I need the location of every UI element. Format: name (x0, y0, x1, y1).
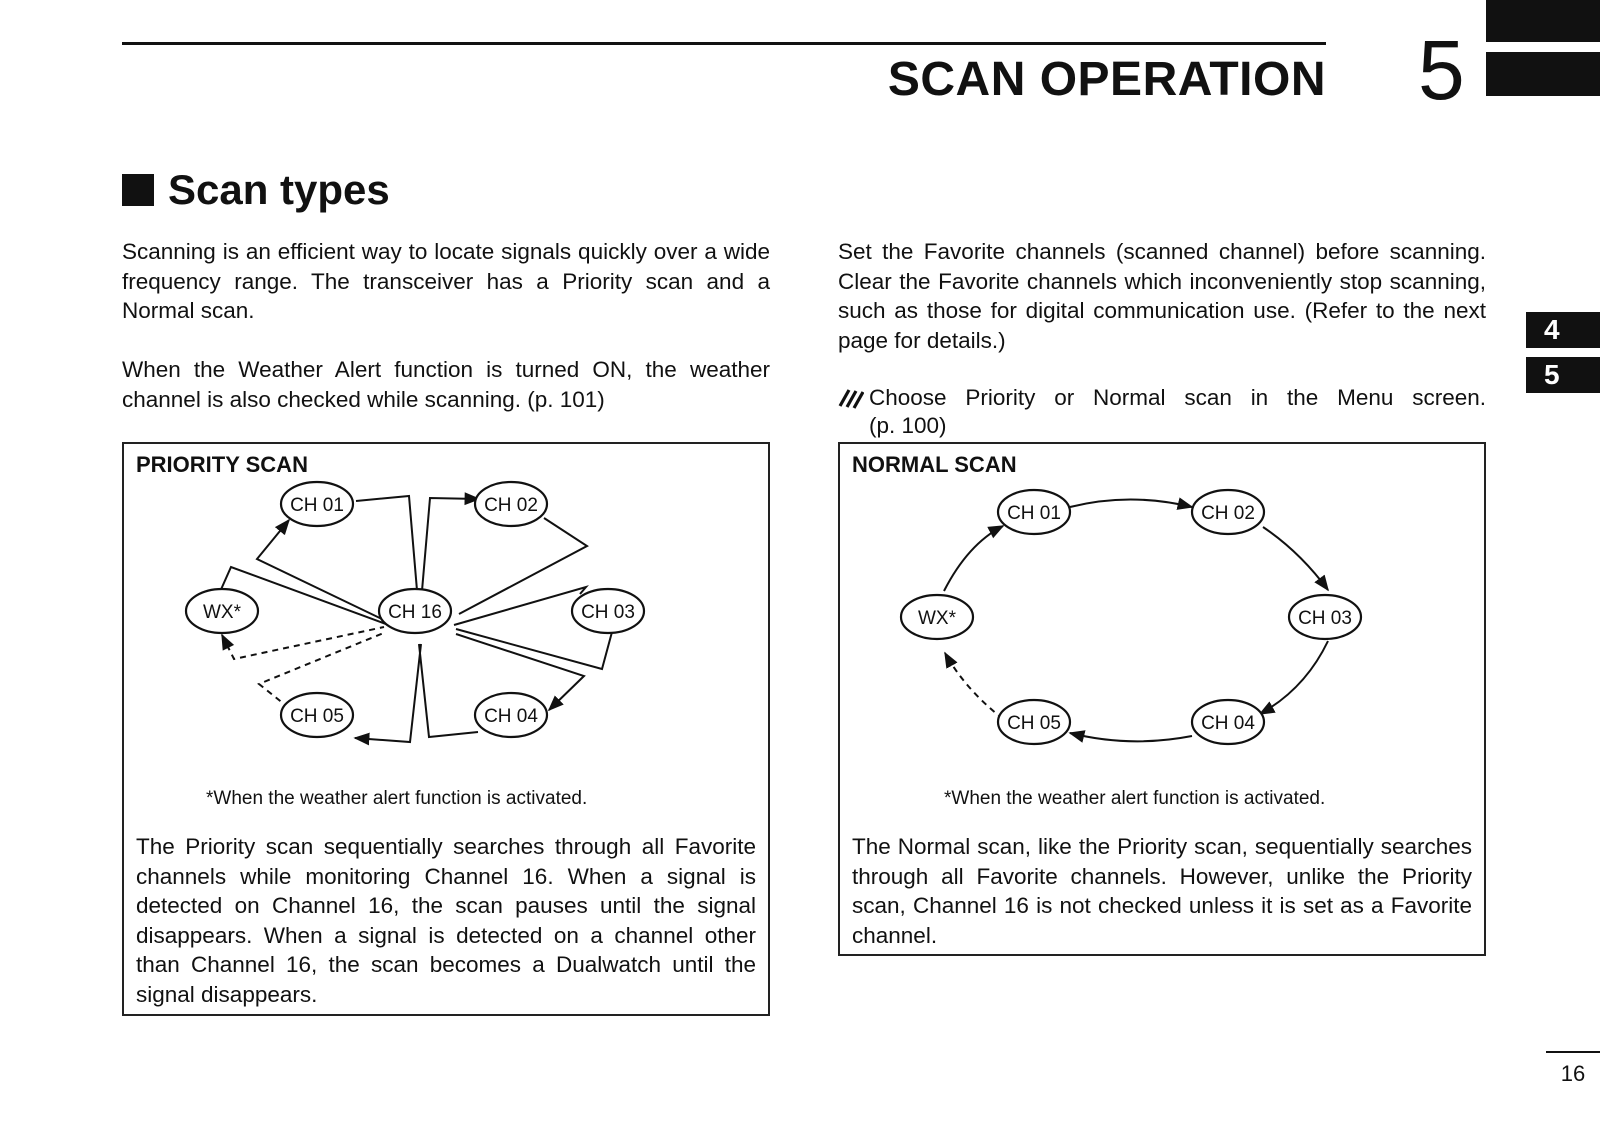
edge-bar-top (1486, 0, 1600, 42)
normal-footnote: *When the weather alert function is activated. (944, 788, 1326, 809)
node-ch01-label: CH 01 (290, 495, 344, 516)
normal-node-ch05-label: CH 05 (1007, 713, 1061, 734)
arrow-ch05-to-wx (945, 653, 1003, 719)
arrow-ch04-to-ch05 (1070, 733, 1192, 741)
normal-scan-diagram (840, 474, 1484, 784)
chapter-title: SCAN OPERATION (887, 53, 1326, 106)
normal-description: The Normal scan, like the Priority scan, sequentially searches through all Favorite channels. However, unlike the Priority scan, Channel 16 is not checked unless it is set as a Favorite channel. (852, 834, 1472, 948)
node-wx-label: WX* (203, 602, 241, 623)
normal-node-ch04-label: CH 04 (1201, 713, 1255, 734)
priority-scan-box (122, 442, 770, 1016)
page-number: 16 (1560, 1061, 1586, 1086)
favorite-channels-paragraph: Set the Favorite channels (scanned channel) before scanning. Clear the Favorite channels which inconveniently stop scanning, such as those for digital communication use. (Refer to the next page for details.) (838, 239, 1486, 353)
normal-node-ch02-label: CH 02 (1201, 503, 1255, 524)
node-ch03-label: CH 03 (581, 602, 635, 623)
node-ch16-label: CH 16 (388, 602, 442, 623)
arrow-ch01-to-ch02 (1070, 500, 1192, 508)
arrow-ch04-to-ch16 (419, 644, 478, 737)
arrow-ch03-to-ch04 (1260, 641, 1328, 714)
side-tab-5[interactable]: 5 (1526, 357, 1600, 393)
node-ch04-label: CH 04 (484, 706, 538, 727)
priority-description: The Priority scan sequentially searches through all Favorite channels while monitoring Channel 16. When a signal is detected on Channel 16, the scan pauses until the signal disappears. When a signal is detected on a channel other than Channel 16, the scan becomes a Dualwatch until the signal disappears. (136, 834, 756, 1007)
footer-rule (1546, 1051, 1600, 1053)
priority-scan-title: PRIORITY SCAN (136, 452, 308, 477)
weather-alert-paragraph: When the Weather Alert function is turned ON, the weather channel is also checked while scanning. (p. 101) (122, 357, 770, 412)
arrow-ch02-to-ch03 (1263, 527, 1328, 590)
normal-node-wx-label: WX* (918, 608, 956, 629)
normal-node-ch03-label: CH 03 (1298, 608, 1352, 629)
priority-scan-diagram (124, 474, 768, 804)
header-rule (122, 42, 1326, 45)
menu-note-line2: (p. 100) (869, 413, 947, 438)
arrow-ch16-to-ch05 (355, 644, 421, 742)
arrow-ch03-to-ch16 (456, 629, 612, 669)
hatch-note-icon (838, 386, 864, 410)
node-ch02-label: CH 02 (484, 495, 538, 516)
edge-bar-middle (1486, 52, 1600, 96)
arrow-wx-to-ch01 (944, 526, 1003, 591)
intro-paragraph: Scanning is an efficient way to locate signals quickly over a wide frequency range. The transceiver has a Priority scan and a Normal scan. (122, 239, 770, 323)
priority-footnote: *When the weather alert function is activated. (206, 788, 588, 809)
square-bullet-icon (122, 174, 154, 206)
normal-scan-title: NORMAL SCAN (852, 452, 1017, 477)
chapter-number: 5 (1418, 23, 1465, 117)
arrow-ch02-to-ch16 (459, 518, 587, 614)
section-heading (122, 166, 390, 214)
arrow-ch16-to-ch01 (257, 520, 386, 621)
normal-node-ch01-label: CH 01 (1007, 503, 1061, 524)
normal-scan-box (838, 442, 1486, 956)
menu-note-line1: Choose Priority or Normal scan in the Menu screen. (869, 385, 1486, 410)
side-tab-4[interactable]: 4 (1526, 312, 1600, 348)
node-ch05-label: CH 05 (290, 706, 344, 727)
section-heading-text: Scan types (168, 166, 390, 213)
